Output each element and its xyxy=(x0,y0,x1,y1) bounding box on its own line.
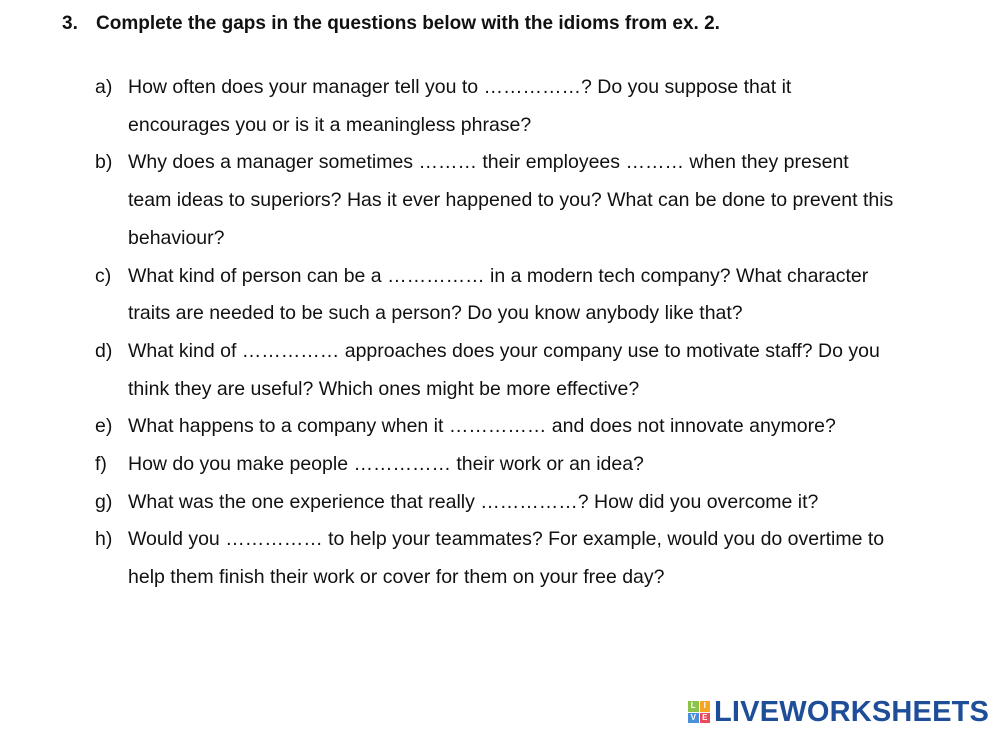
question-c xyxy=(95,258,895,333)
logo-mark-letter: E xyxy=(700,713,711,724)
question-f xyxy=(95,446,895,484)
question-list xyxy=(95,69,895,597)
liveworksheets-logo[interactable] xyxy=(688,694,989,730)
question-text: What kind of …………… approaches does your company use to motivate staff? Do you think they are useful? Which ones might be more effective? xyxy=(128,339,880,400)
logo-mark-letter: I xyxy=(700,701,711,712)
exercise-number: 3. xyxy=(62,13,78,34)
question-letter: d) xyxy=(95,339,113,362)
question-h xyxy=(95,521,895,596)
exercise-instruction: Complete the gaps in the questions below with the idioms from ex. 2. xyxy=(96,13,720,34)
exercise-header xyxy=(62,10,720,38)
question-letter: b) xyxy=(95,151,113,174)
question-text: Would you …………… to help your teammates? For example, would you do overtime to help them finish their work or cover for them on your free day? xyxy=(128,528,885,589)
question-g xyxy=(95,484,895,522)
question-letter: a) xyxy=(95,76,113,98)
question-e xyxy=(95,408,895,446)
question-letter: e) xyxy=(95,415,113,438)
question-text: How do you make people …………… their work or an idea? xyxy=(128,453,644,476)
logo-mark-letter: L xyxy=(688,701,699,712)
question-text: Why does a manager sometimes ……… their employees ……… when they present team ideas to superiors? Has it ever happened to you? What can be done to prevent this behaviour? xyxy=(128,151,894,249)
question-text: What was the one experience that really ……………? How did you overcome it? xyxy=(128,490,819,513)
question-letter: c) xyxy=(95,264,112,287)
question-b xyxy=(95,144,895,257)
logo-mark-letter: V xyxy=(688,713,699,724)
question-text: What happens to a company when it …………… and does not innovate anymore? xyxy=(128,415,836,438)
logo-text: LIVEWORKSHEETS xyxy=(714,696,990,728)
question-letter: g) xyxy=(95,490,113,513)
question-text: How often does your manager tell you to ……………? Do you suppose that it encourages you or is it a meaningless phrase? xyxy=(128,76,792,136)
question-letter: f) xyxy=(95,453,107,476)
question-letter: h) xyxy=(95,528,113,551)
question-d xyxy=(95,333,895,408)
question-text: What kind of person can be a …………… in a modern tech company? What character traits are needed to be such a person? Do you know anybody like that? xyxy=(128,264,869,325)
question-a xyxy=(95,69,895,144)
liveworksheets-logo-icon xyxy=(688,701,710,723)
